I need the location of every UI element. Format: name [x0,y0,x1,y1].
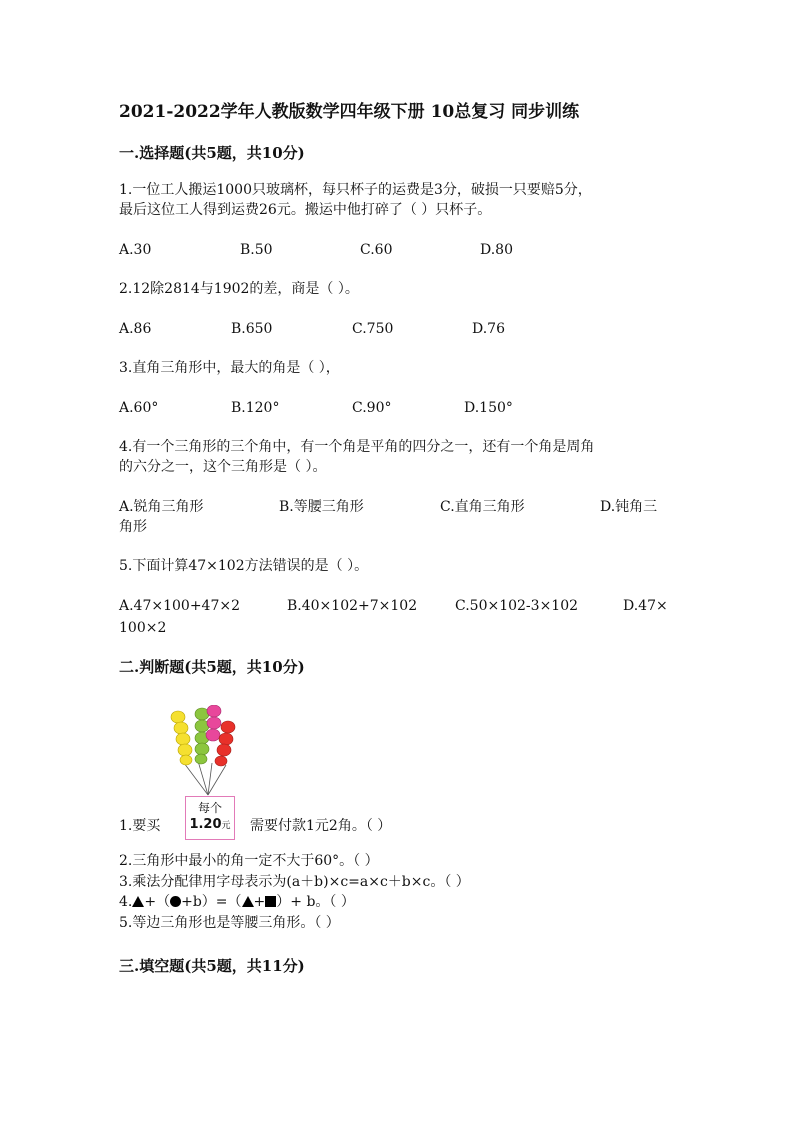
option-c: C.90° [352,400,392,416]
question-number: 4. [119,894,133,910]
price-tag [185,796,235,840]
option-c: C.60 [360,242,393,258]
option-a: A.30 [119,242,152,258]
expr-part: +（ [144,894,171,910]
price-unit: 元 [221,821,231,831]
triangle-symbol [242,896,254,907]
judge-question-4 [119,892,355,912]
option-a: A.47×100+47×2 [119,598,241,614]
option-b: B.120° [231,400,280,416]
question-text: 3.直角三角形中，最大的角是（ ）， [119,360,340,376]
option-d-wrap: 100×2 [119,620,167,636]
price-tag-price [186,817,234,834]
question-text: 5.等边三角形也是等腰三角形。（ ） [119,915,340,931]
option-d-wrap: 角形 [119,519,147,535]
option-a: A.60° [119,400,159,416]
question-text: 1.一位工人搬运1000只玻璃杯，每只杯子的运费是3分，破损一只要赔5分， [119,182,592,198]
question-text: 的六分之一，这个三角形是（ ）。 [119,459,327,475]
option-b: B.40×102+7×102 [287,598,418,614]
expr-part: ）+ b。（ ） [276,894,355,910]
price-tag-label: 每个 [197,801,222,815]
option-c: C.50×102-3×102 [455,598,579,614]
expr-part: +b）=（ [181,894,242,910]
question-text: 1.要买 [119,818,161,834]
option-a: A.锐角三角形 [119,499,204,515]
balloon-bunch-image [168,705,246,797]
option-c: C.750 [352,321,394,337]
option-d: D.钝角三 [600,499,658,515]
section-heading-choice: 一.选择题(共5题，共10分) [119,144,305,162]
option-d: D.76 [472,321,505,337]
triangle-symbol [132,896,144,907]
option-b: B.50 [240,242,273,258]
option-d: D.150° [464,400,513,416]
price-value: 1.20 [189,817,222,832]
question-text: 2.三角形中最小的角一定不大于60°。（ ） [119,853,379,869]
expr-part: + [253,894,266,910]
question-text: 需要付款1元2角。（ ） [250,818,392,834]
section-heading-judge: 二.判断题(共5题，共10分) [119,658,305,676]
question-text: 3.乘法分配律用字母表示为(a＋b)×c=a×c＋b×c。（ ） [119,874,470,890]
question-text: 5.下面计算47×102方法错误的是（ ）。 [119,558,369,574]
page-title: 2021-2022学年人教版数学四年级下册 10总复习 同步训练 [119,102,580,122]
option-c: C.直角三角形 [440,499,525,515]
option-b: B.650 [231,321,273,337]
question-text: 2.12除2814与1902的差，商是（ ）。 [119,281,359,297]
square-symbol [265,896,276,907]
option-d: D.47× [623,598,668,614]
circle-symbol [170,896,181,907]
question-text: 4.有一个三角形的三个角中，有一个角是平角的四分之一，还有一个角是周角 [119,439,595,455]
option-a: A.86 [119,321,152,337]
section-heading-fill: 三.填空题(共5题，共11分) [119,957,305,975]
judge-question-1 [119,816,160,836]
option-d: D.80 [480,242,513,258]
option-b: B.等腰三角形 [279,499,364,515]
question-text: 最后这位工人得到运费26元。搬运中他打碎了（ ）只杯子。 [119,202,492,218]
